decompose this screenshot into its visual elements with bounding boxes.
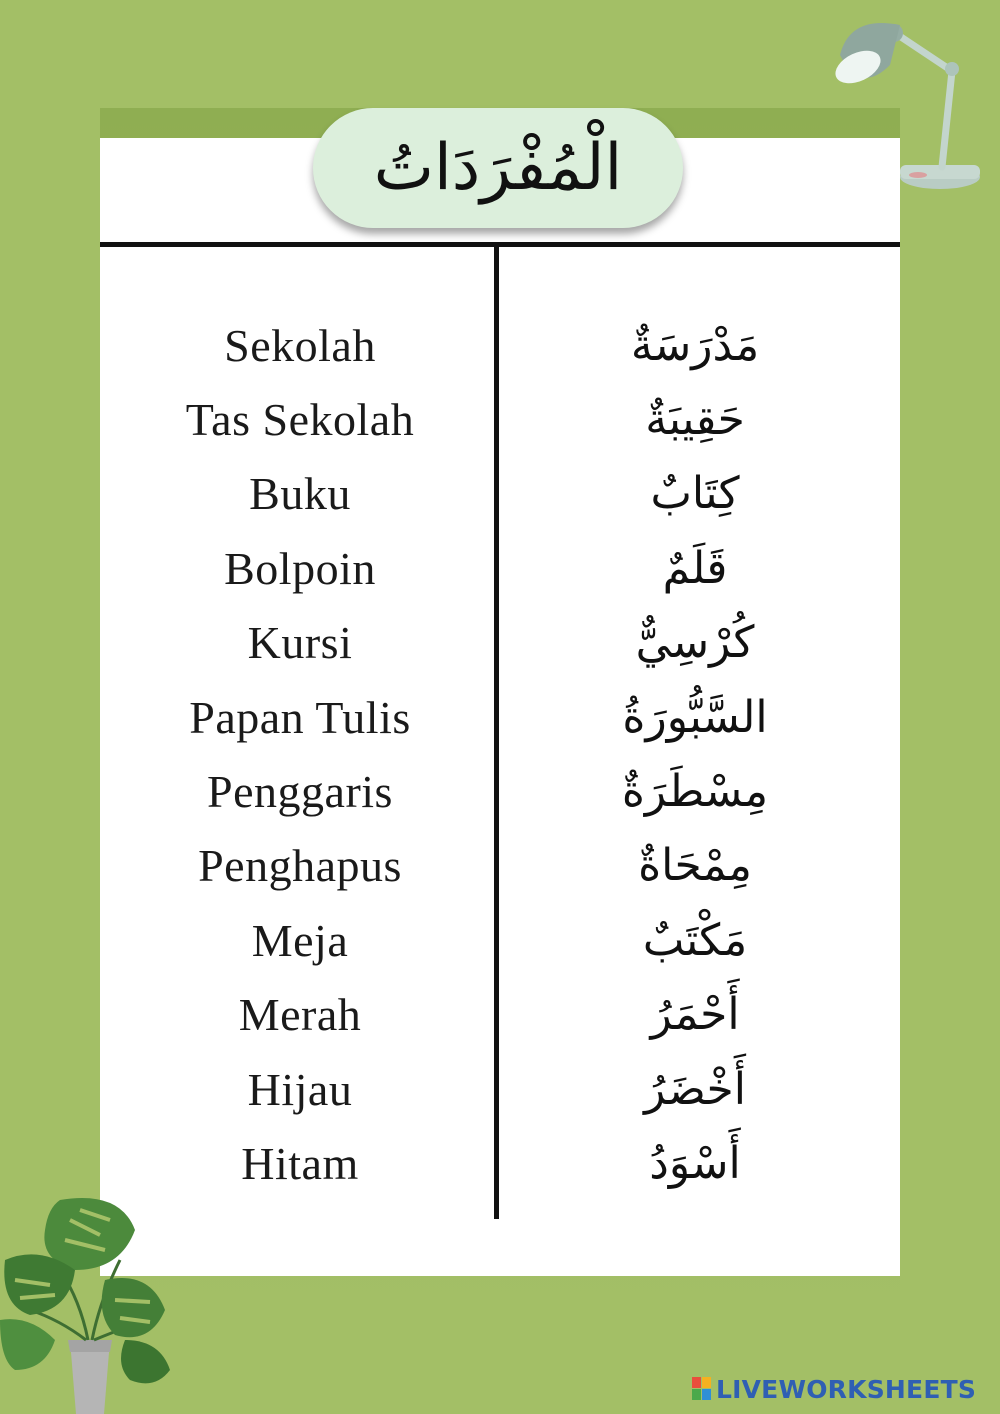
arabic-word: مَكْتَبٌ	[642, 914, 748, 966]
indonesian-word: Hijau	[247, 1063, 353, 1115]
liveworksheets-logo-icon	[692, 1377, 712, 1401]
indonesian-word: Kursi	[247, 617, 353, 669]
indonesian-word: Sekolah	[224, 319, 376, 371]
indonesian-word: Merah	[238, 989, 362, 1041]
indonesian-word: Penggaris	[207, 766, 393, 818]
title-banner	[313, 108, 683, 228]
liveworksheets-watermark	[692, 1372, 976, 1406]
arabic-word: مَدْرَسَةٌ	[630, 319, 760, 371]
indonesian-word: Bolpoin	[224, 542, 376, 594]
arabic-word: السَّبُّورَةُ	[622, 691, 768, 743]
arabic-word: أَسْوَدُ	[649, 1137, 741, 1189]
arabic-word: مِمْحَاةٌ	[638, 840, 752, 892]
indonesian-word-list	[150, 308, 450, 1201]
arabic-word: أَخْضَرُ	[644, 1063, 746, 1115]
indonesian-word: Hitam	[241, 1137, 359, 1189]
desk-lamp-illustration	[820, 5, 1000, 195]
arabic-word-list	[545, 308, 845, 1201]
arabic-word: كِتَابٌ	[650, 468, 740, 520]
arabic-word: كُرْسِيٌّ	[635, 617, 755, 669]
watermark-text: LIVEWORKSHEETS	[716, 1374, 977, 1404]
arabic-word: قَلَمٌ	[662, 542, 728, 594]
arabic-word: حَقِيبَةٌ	[645, 394, 745, 446]
indonesian-word: Papan Tulis	[189, 691, 411, 743]
indonesian-word: Tas Sekolah	[185, 394, 415, 446]
indonesian-word: Meja	[251, 914, 349, 966]
arabic-word: مِسْطَرَةٌ	[621, 766, 769, 818]
column-divider	[494, 247, 499, 1219]
title-divider	[100, 242, 900, 247]
arabic-word: أَحْمَرُ	[650, 989, 740, 1041]
potted-monstera-plant-illustration	[0, 1190, 180, 1414]
indonesian-word: Buku	[249, 468, 351, 520]
indonesian-word: Penghapus	[198, 840, 402, 892]
page-title: الْمُفْرَدَاتُ	[373, 131, 623, 205]
